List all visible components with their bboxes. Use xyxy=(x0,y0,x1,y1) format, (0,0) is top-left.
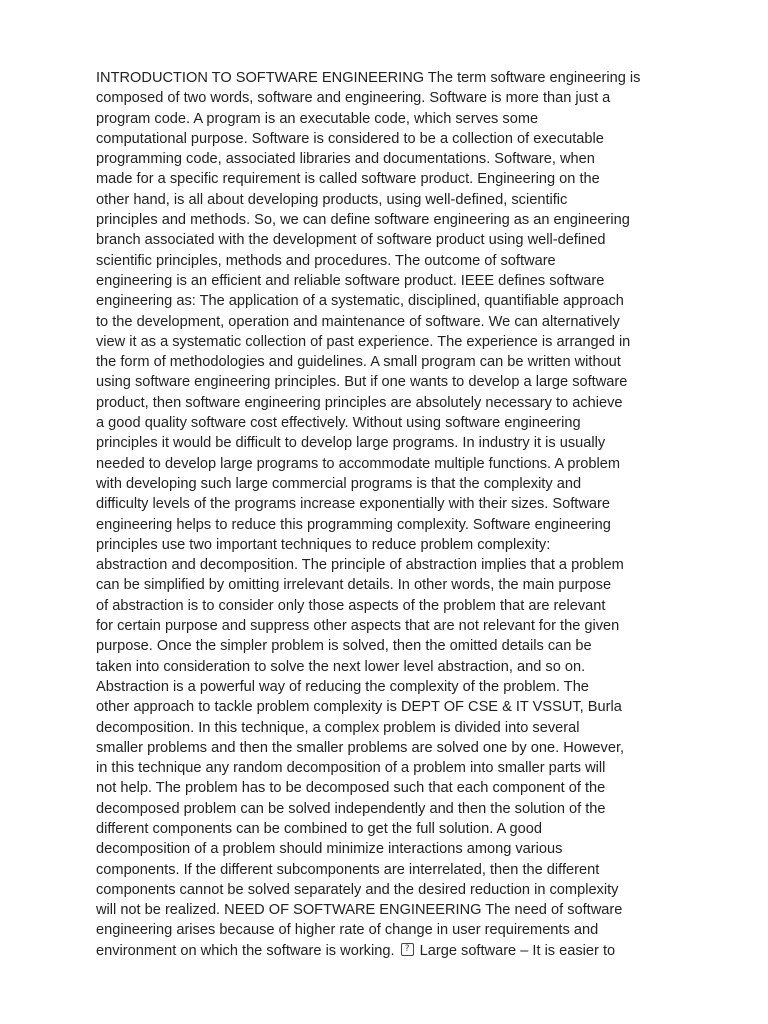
text-line-last xyxy=(96,941,676,961)
text-line: engineering is an efficient and reliable software product. IEEE defines software xyxy=(96,272,605,289)
text-line: a good quality software cost effectively. Without using software engineering xyxy=(96,415,581,432)
text-line: of abstraction is to consider only those aspects of the problem that are relevant xyxy=(96,597,606,614)
text-line: for certain purpose and suppress other aspects that are not relevant for the given xyxy=(96,618,620,635)
text-line: product, then software engineering principles are absolutely necessary to achieve xyxy=(96,394,623,411)
text-line: engineering as: The application of a systematic, disciplined, quantifiable approach xyxy=(96,293,624,310)
text-segment: Large software – It is easier to xyxy=(419,942,616,959)
text-line: to the development, operation and maintenance of software. We can alternatively xyxy=(96,313,620,330)
text-line: in this technique any random decomposition of a problem into smaller parts will xyxy=(96,760,606,777)
text-line: can be simplified by omitting irrelevant details. In other words, the main purpose xyxy=(96,577,612,594)
text-line: branch associated with the development of software product using well-defined xyxy=(96,232,606,249)
text-line: components cannot be solved separately and the desired reduction in complexity xyxy=(96,881,619,898)
text-line: needed to develop large programs to accommodate multiple functions. A problem xyxy=(96,455,621,472)
text-line: will not be realized. NEED OF SOFTWARE ENGINEERING The need of software xyxy=(96,902,623,919)
text-line: smaller problems and then the smaller problems are solved one by one. However, xyxy=(96,739,625,756)
body-text xyxy=(96,68,676,961)
text-line: composed of two words, software and engineering. Software is more than just a xyxy=(96,90,611,107)
text-line: decomposition. In this technique, a complex problem is divided into several xyxy=(96,719,580,736)
text-line: taken into consideration to solve the next lower level abstraction, and so on. xyxy=(96,658,586,675)
text-line: scientific principles, methods and procedures. The outcome of software xyxy=(96,252,556,269)
text-line: program code. A program is an executable code, which serves some xyxy=(96,110,539,127)
text-line: decomposed problem can be solved independently and then the solution of the xyxy=(96,800,606,817)
text-line: Abstraction is a powerful way of reducing the complexity of the problem. The xyxy=(96,678,589,695)
text-line: not help. The problem has to be decomposed such that each component of the xyxy=(96,780,606,797)
text-line: view it as a systematic collection of past experience. The experience is arranged in xyxy=(96,333,631,350)
text-line: abstraction and decomposition. The principle of abstraction implies that a problem xyxy=(96,557,624,574)
text-line: other approach to tackle problem complexity is DEPT OF CSE & IT VSSUT, Burla xyxy=(96,699,622,716)
text-line: different components can be combined to get the full solution. A good xyxy=(96,820,542,837)
text-line: engineering arises because of higher rate of change in user requirements and xyxy=(96,922,599,939)
text-line: the form of methodologies and guidelines. A small program can be written without xyxy=(96,354,621,371)
text-line: difficulty levels of the programs increase exponentially with their sizes. Software xyxy=(96,496,610,513)
text-line: decomposition of a problem should minimize interactions among various xyxy=(96,841,563,858)
text-line: components. If the different subcomponents are interrelated, then the different xyxy=(96,861,600,878)
missing-glyph-icon xyxy=(401,943,414,956)
text-line: programming code, associated libraries and documentations. Software, when xyxy=(96,151,595,168)
text-line: principles and methods. So, we can define software engineering as an engineering xyxy=(96,212,630,229)
text-line: principles use two important techniques to reduce problem complexity: xyxy=(96,536,551,553)
text-line: INTRODUCTION TO SOFTWARE ENGINEERING The term software engineering is xyxy=(96,70,641,86)
text-line: made for a specific requirement is called software product. Engineering on the xyxy=(96,171,600,188)
text-segment: environment on which the software is working. xyxy=(96,942,395,959)
text-line: other hand, is all about developing products, using well-defined, scientific xyxy=(96,191,568,208)
text-line: computational purpose. Software is considered to be a collection of executable xyxy=(96,130,604,147)
text-line: using software engineering principles. But if one wants to develop a large software xyxy=(96,374,628,391)
text-line: purpose. Once the simpler problem is solved, then the omitted details can be xyxy=(96,638,592,655)
text-line: engineering helps to reduce this programming complexity. Software engineering xyxy=(96,516,611,533)
text-line: with developing such large commercial programs is that the complexity and xyxy=(96,475,582,492)
text-line: principles it would be difficult to develop large programs. In industry it is usually xyxy=(96,435,606,452)
